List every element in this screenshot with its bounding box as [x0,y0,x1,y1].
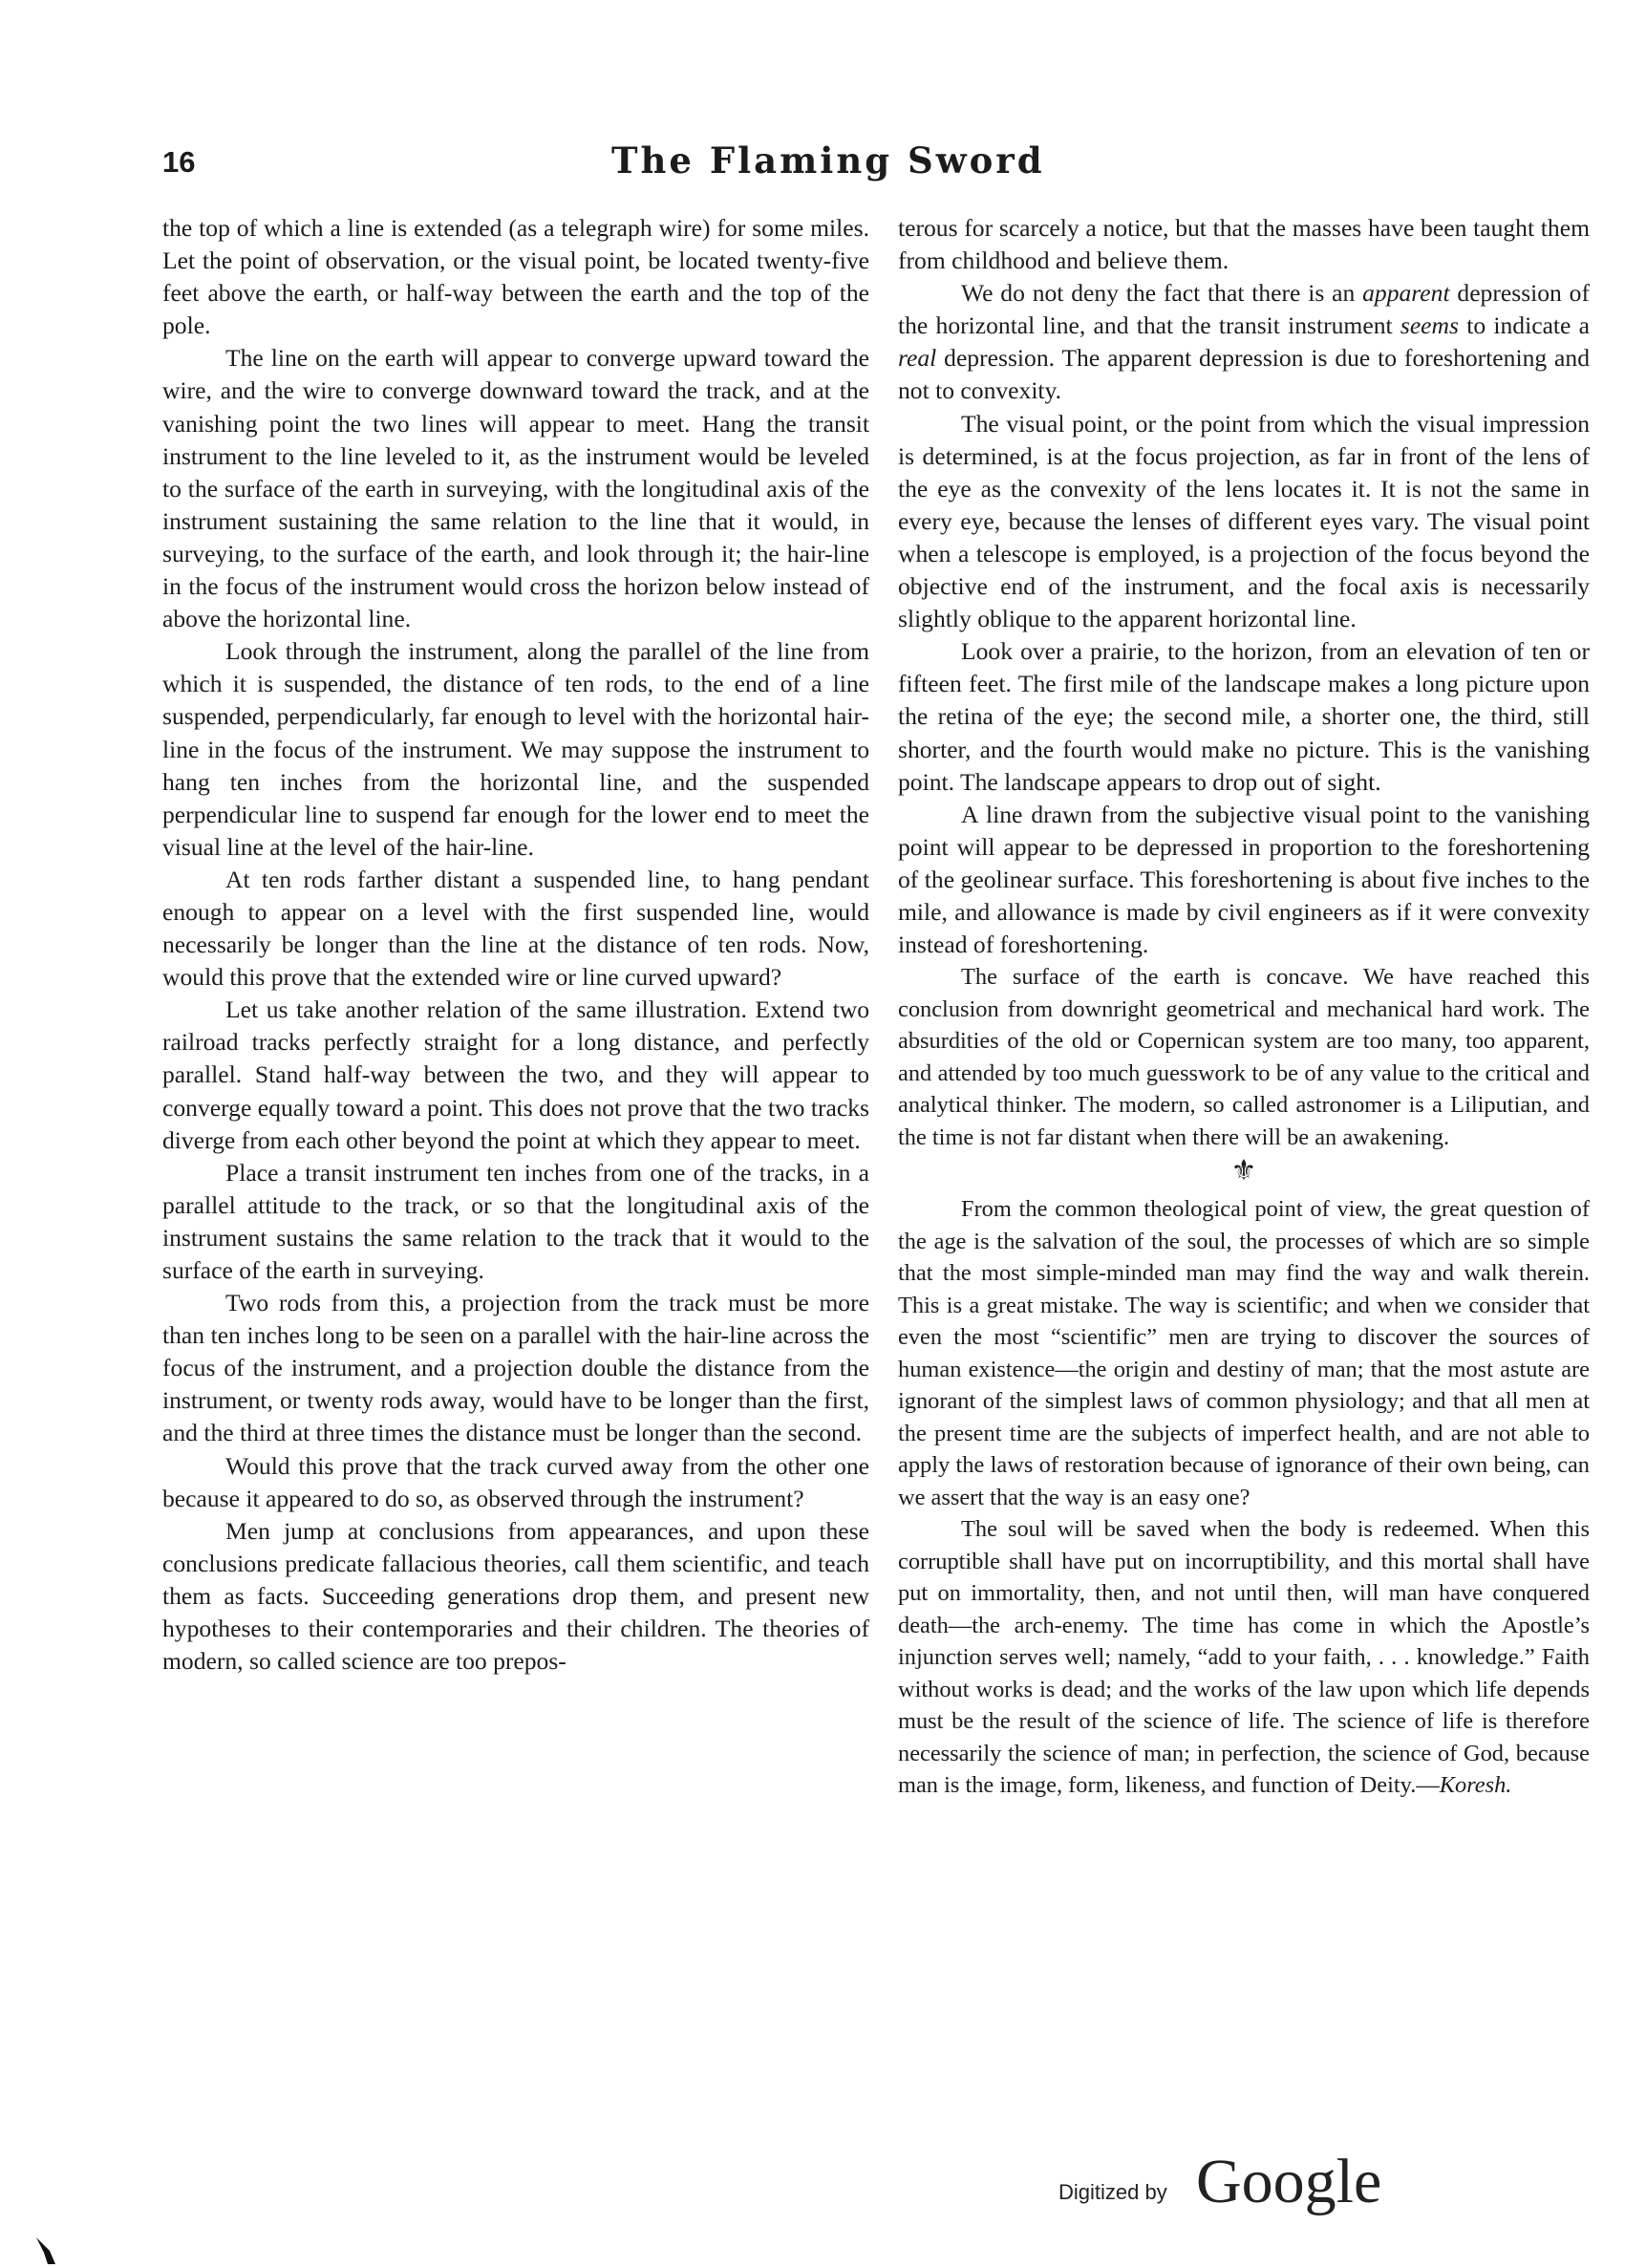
google-logo: Google [1196,2147,1382,2216]
paragraph: From the common theological point of view, the great question of the age is the salvation of the soul, the processes of which are so simple that the most simple-minded man may find the way and walk therein. This is a great mistake. The way is scientific; and when we consider that even the most “scientific” men are trying to discover the sources of human existence—the origin and destiny of man; that the most astute are ignorant of the simplest laws of common physiology; and that all men at the present time are the subjects of imperfect health, and are not able to apply the laws of restoration because of ignorance of their own being, can we assert that the way is an easy one? [898,1196,1590,1510]
paragraph: Two rods from this, a projection from the track must be more than ten inches long to be seen on a parallel with the hair-line across the focus of the instrument, and a projection double the distance from the instrument, or twenty rods away, would have to be longer than the first, and the third at three times the distance must be longer than the second. [162,1289,869,1447]
paragraph: Look over a prairie, to the horizon, from an elevation of ten or fifteen feet. The first mile of the landscape makes a long picture upon the retina of the eye; the second mile, a shorter one, the third, still shorter, and the fourth would make no picture. This is the vanishing point. The landscape appears to drop out of sight. [898,637,1590,796]
text-run: to indicate a [1458,311,1591,340]
paragraph: A line drawn from the subjective visual point to the vanishing point will appear to be depressed in proportion to the foreshortening of the geolinear surface. This foreshortening is about five inches to the mile, and allowance is made by civil engineers as if it were convexity instead of foreshortening. [898,800,1590,959]
emphasis: apparent [1362,279,1450,308]
text-run: depression of the horizontal line, and that the transit instrument [898,279,1590,340]
paragraph: Place a transit instrument ten inches from one of the tracks, in a parallel attitude to the track, or so that the longitudinal axis of the instrument sustains the same relation to the track that it would to the surface of the earth in surveying. [162,1158,869,1284]
paragraph [898,277,1590,407]
paragraph: the top of which a line is extended (as a telegraph wire) for some miles. Let the point of observation, or the visual point, be located twenty-five feet above the earth, or half-way between the earth and the top of the pole. [162,214,869,340]
paragraph [898,1513,1590,1802]
text-run: depression. The apparent depression is due to foreshortening and not to convexity. [898,344,1590,405]
paragraph: Look through the instrument, along the parallel of the line from which it is suspended, the distance of ten rods, to the end of a line suspended, perpendicularly, far enough to level with the horizontal hair-line in the focus of the instrument. We may suppose the instrument to hang ten inches from the horizontal line, and the suspended perpendicular line to suspend far enough for the lower end to meet the visual line at the level of the hair-line. [162,637,869,861]
digitized-by-label: Digitized by [1058,2180,1167,2204]
fleur-de-lis-icon: ⚜ [1230,1155,1257,1187]
signature: Koresh. [1439,1772,1512,1799]
running-title: The Flaming Sword [611,139,1045,182]
paragraph: The surface of the earth is concave. We have reached this conclusion from downright geometrical and mechanical hard work. The absurdities of the old or Copernican system are too many, too apparent, and attended by too much guesswork to be of any value to the critical and analytical thinker. The modern, so called astronomer is a Liliputian, and the time is not far distant when there will be an awakening. [898,964,1590,1150]
page-number: 16 [162,145,196,179]
paragraph: The visual point, or the point from which the visual impression is determined, is at the focus projection, as far in front of the lens of the eye as the convexity of the lens locates it. It is not the same in every eye, because the lenses of different eyes vary. The visual point when a telescope is employed, is a projection of the focus beyond the objective end of the instrument, and the focal axis is necessarily slightly oblique to the apparent horizontal line. [898,409,1590,633]
left-column [162,212,869,1678]
right-column [898,212,1590,1802]
paragraph: Let us take another relation of the same illustration. Extend two railroad tracks perfectly straight for a long distance, and perfectly parallel. Stand half-way between the two, and they will appear to converge equally toward a point. This does not prove that the two tracks diverge from each other beyond the point at which they appear to meet. [162,995,869,1154]
text-run: The soul will be saved when the body is redeemed. When this corruptible shall have put on incorruptibility, and this mortal shall have put on immortality, then, and not until then, will man have conquered death—the arch-enemy. The time has come in which the Apostle’s injunction serves well; namely, “add to your faith, . . . knowledge.” Faith without works is dead; and the works of the law upon which life depends must be the result of the science of life. The science of life is therefore necessarily the science of man; in perfection, the science of God, because man is the image, form, likeness, and function of Deity.— [898,1516,1590,1799]
paragraph: Men jump at conclusions from appearances, and upon these conclusions predicate fallacious theories, call them scientific, and teach them as facts. Succeeding generations drop them, and present new hypotheses to their contemporaries and their children. The theories of modern, so called science are too prepos- [162,1516,869,1676]
paragraph: terous for scarcely a notice, but that the masses have been taught them from childhood and believe them. [898,214,1590,275]
text-run: We do not deny the fact that there is an [961,279,1363,308]
paragraph: Would this prove that the track curved away from the other one because it appeared to do so, as observed through the instrument? [162,1451,869,1512]
emphasis: seems [1400,311,1459,340]
corner-mark-icon [34,2236,61,2264]
paragraph: At ten rods farther distant a suspended line, to hang pendant enough to appear on a level with the first suspended line, would necessarily be longer than the line at the distance of ten rods. Now, would this prove that the extended wire or line curved upward? [162,865,869,992]
emphasis: real [898,344,937,373]
paragraph: The line on the earth will appear to converge upward toward the wire, and the wire to converge downward toward the track, and at the vanishing point the two lines will appear to meet. Hang the transit instrument to the line leveled to it, as the instrument would be leveled to the surface of the earth in surveying, with the longitudinal axis of the instrument sustaining the same relation to the line that it would, in surveying, to the surface of the earth, and look through it; the hair-line in the focus of the instrument would cross the horizon below instead of above the horizontal line. [162,344,869,633]
